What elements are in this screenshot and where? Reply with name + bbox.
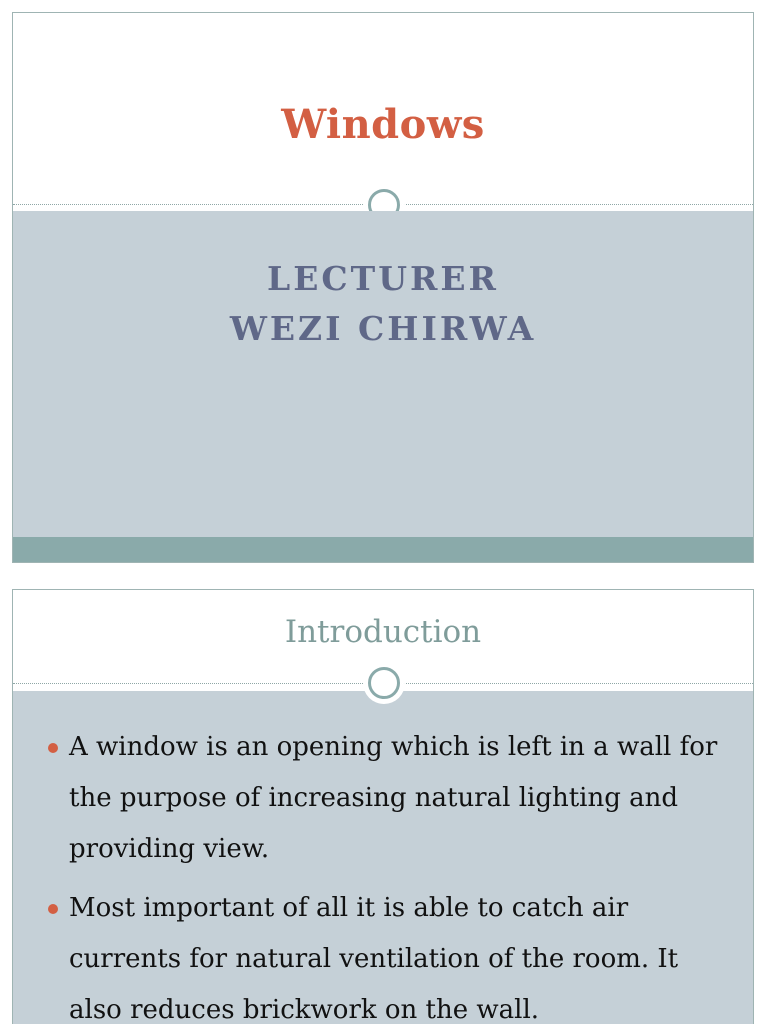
list-item [13, 883, 753, 1024]
title-slide [12, 12, 754, 563]
bullet-text: Most important of all it is able to catch air currents for natural ventilation of the room. It also reduces brickwork on the wall. [69, 893, 679, 1024]
bullet-list [13, 722, 753, 1024]
bullet-dot-icon [48, 743, 58, 753]
subtitle-role: LECTURER [267, 259, 499, 298]
slide-title: Windows [281, 101, 485, 148]
slide-title: Introduction [284, 614, 482, 650]
bullet-text: A window is an opening which is left in a wall for the purpose of increasing natural lighting and providing view. [69, 732, 718, 864]
subtitle-lecturer-name: WEZI CHIRWA [229, 309, 537, 348]
introduction-slide [12, 589, 754, 1024]
bullet-dot-icon [48, 904, 58, 914]
ring-ornament-icon [363, 662, 405, 704]
list-item [13, 722, 753, 875]
footer-accent-bar [13, 537, 753, 563]
